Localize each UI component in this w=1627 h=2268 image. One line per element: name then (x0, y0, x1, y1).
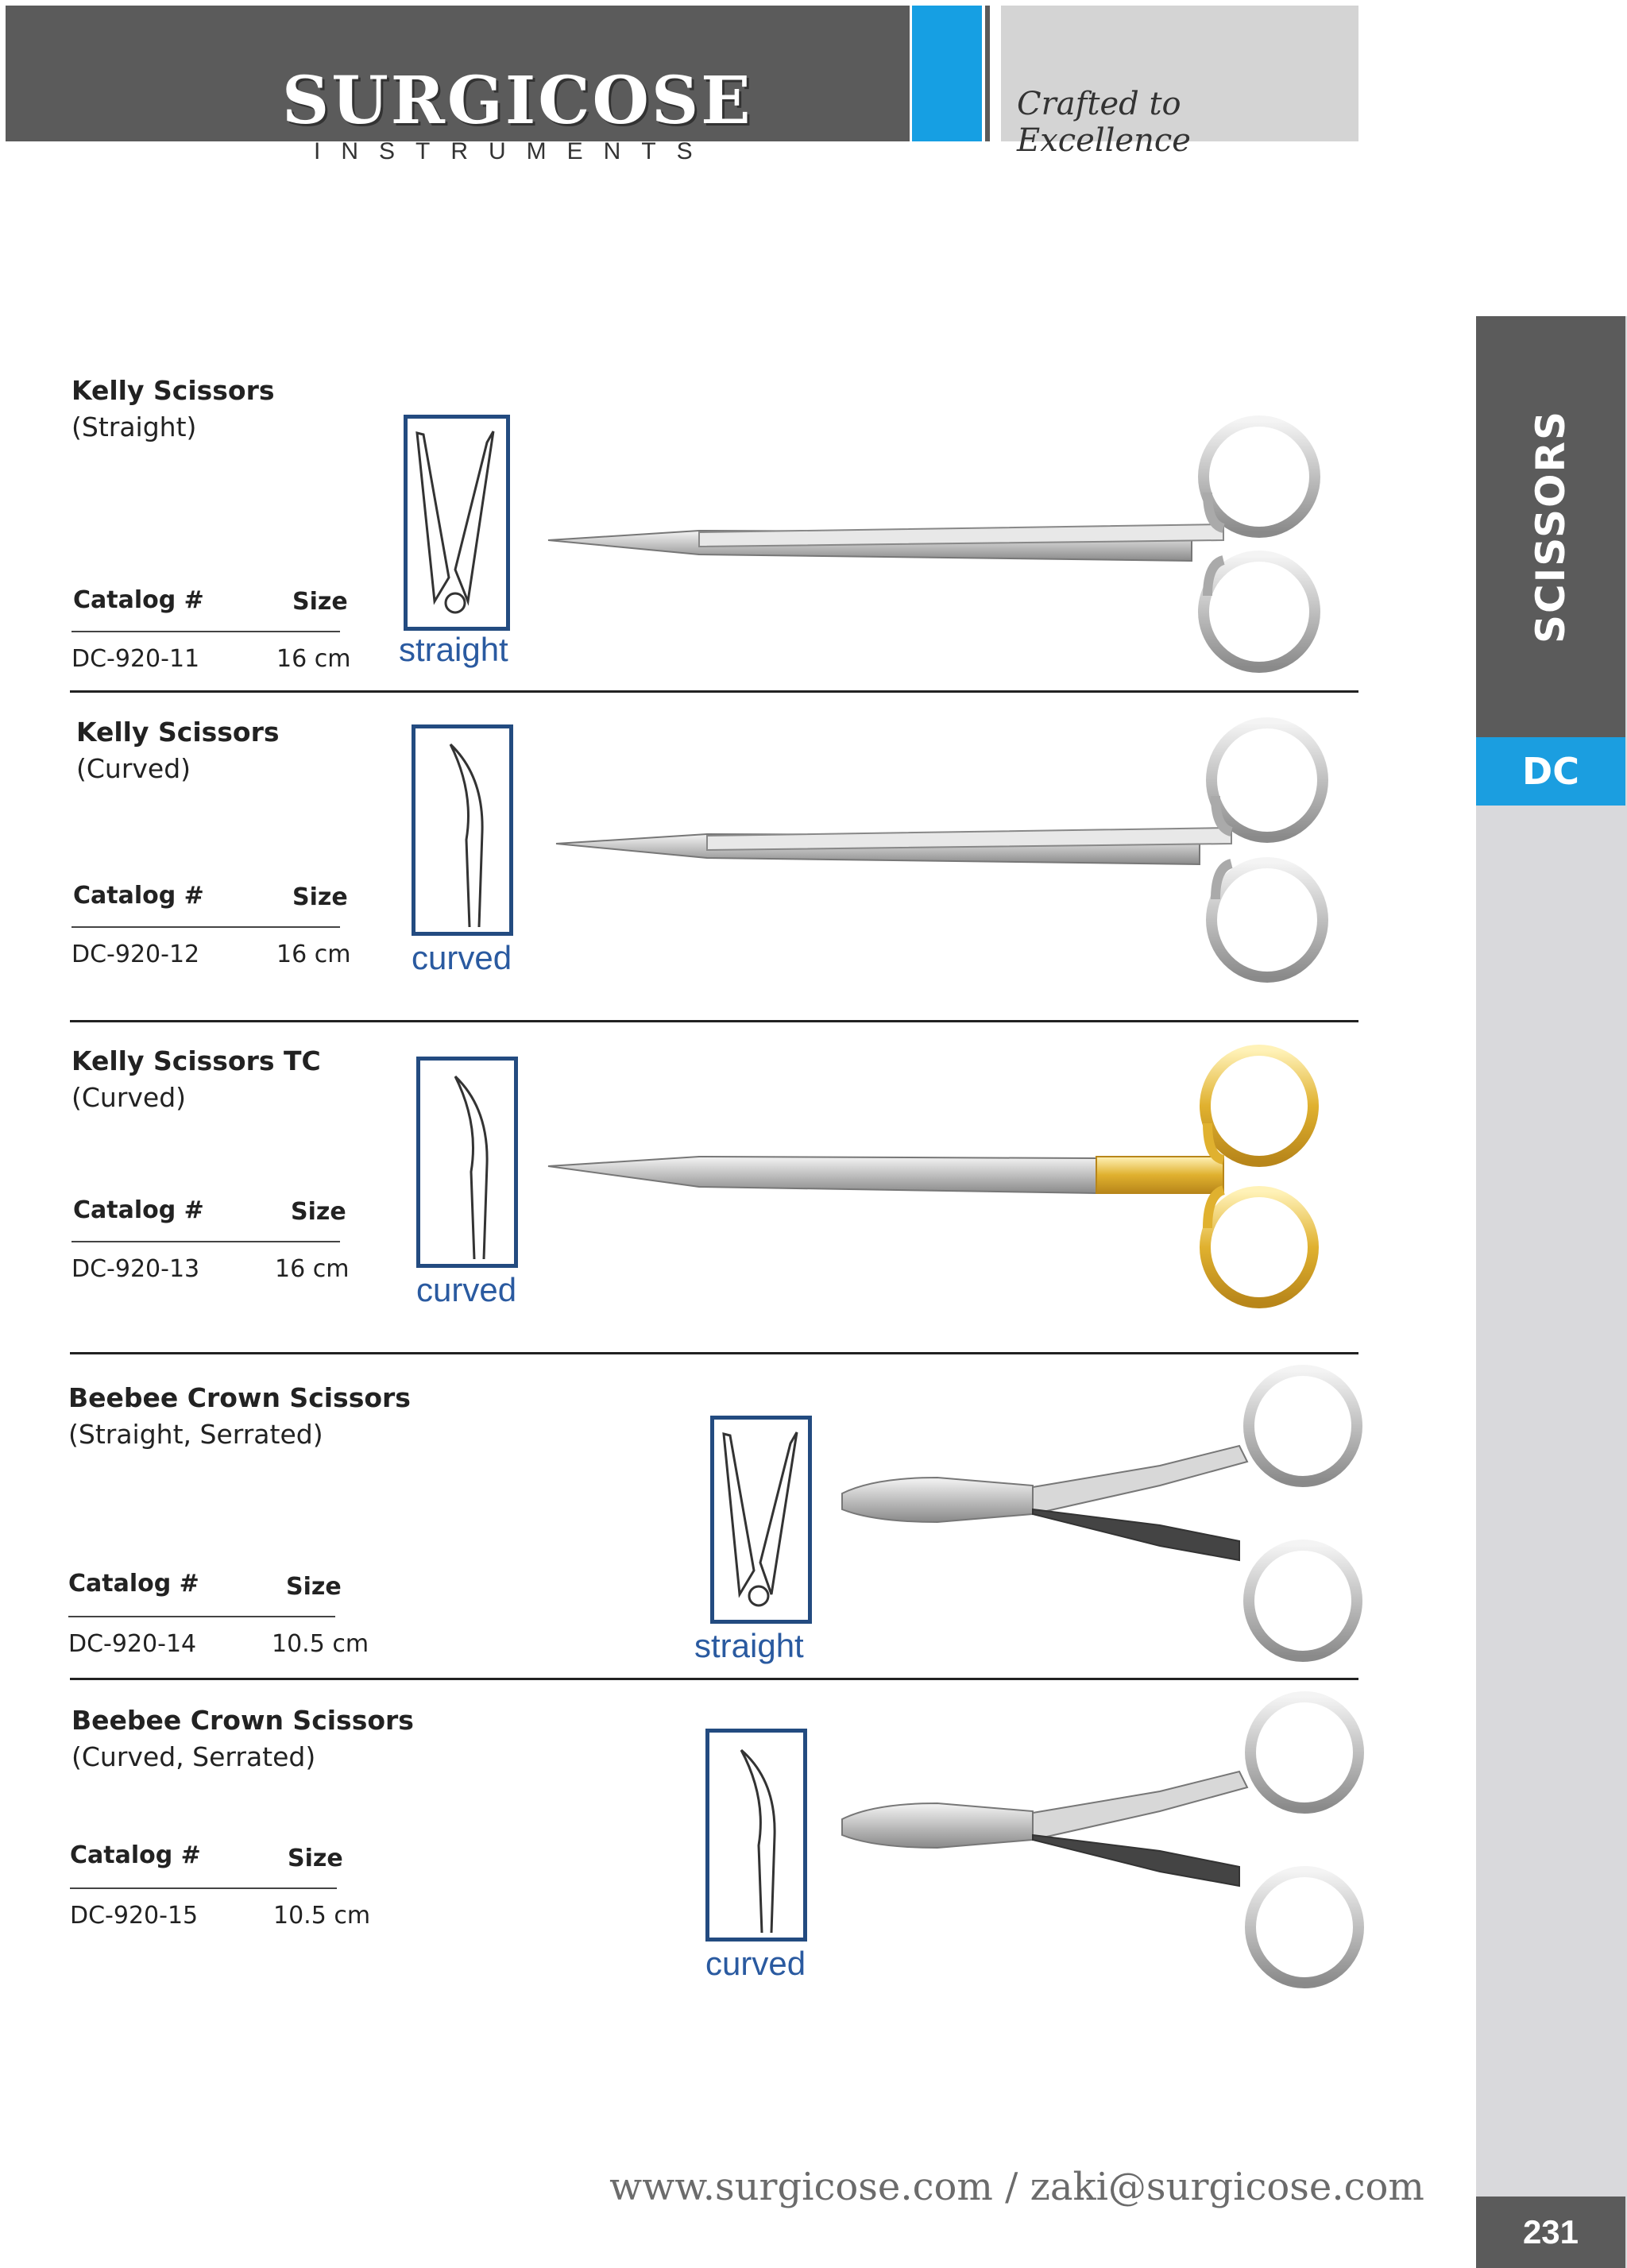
catalog-number: DC-920-12 (71, 941, 200, 968)
catalog-number: DC-920-11 (71, 645, 200, 673)
header-stripe (985, 6, 990, 141)
scissors-photo (540, 1041, 1366, 1311)
size-label: Size (288, 1845, 343, 1872)
product-variant: (Straight, Serrated) (68, 1419, 323, 1450)
curved-scissors-icon (412, 724, 513, 936)
catalog-label: Catalog # (73, 1196, 204, 1224)
section-title: SCISSORS (1528, 409, 1575, 644)
scissors-photo (826, 1683, 1366, 1984)
catalog-number: DC-920-13 (71, 1255, 200, 1283)
icon-label: curved (705, 1945, 806, 1982)
scissors-photo (548, 715, 1374, 985)
size-label: Size (286, 1573, 342, 1601)
scissors-photo (540, 413, 1366, 675)
table-divider (71, 926, 340, 928)
table-divider (70, 1887, 337, 1889)
brand-logo: SURGICOSE (282, 63, 753, 139)
curved-scissors-icon (416, 1057, 518, 1268)
catalog-number: DC-920-14 (68, 1630, 197, 1658)
product-separator (70, 1020, 1358, 1022)
straight-scissors-icon (710, 1416, 812, 1624)
curved-scissors-icon (705, 1729, 807, 1942)
product-variant: (Curved) (71, 1082, 187, 1113)
size-label: Size (292, 588, 348, 616)
table-divider (71, 1241, 340, 1242)
icon-label: curved (416, 1271, 517, 1308)
page-number: 231 (1476, 2197, 1625, 2268)
product-separator (70, 1352, 1358, 1354)
catalog-label: Catalog # (70, 1841, 201, 1869)
product-name: Beebee Crown Scissors (71, 1705, 414, 1736)
size-value: 10.5 cm (272, 1630, 369, 1658)
header-accent-block (912, 6, 982, 141)
product-name: Beebee Crown Scissors (68, 1382, 411, 1413)
section-code: DC (1476, 737, 1625, 806)
catalog-label: Catalog # (68, 1570, 199, 1598)
icon-label: curved (412, 939, 512, 976)
section-label (1476, 316, 1625, 737)
table-divider (68, 1616, 335, 1617)
size-value: 16 cm (275, 1255, 350, 1283)
brand-tagline: Crafted to Excellence (1017, 86, 1191, 159)
product-separator (70, 690, 1358, 693)
product-name: Kelly Scissors (71, 375, 275, 406)
straight-scissors-icon (404, 415, 510, 631)
footer-contact: www.surgicose.com / zaki@surgicose.com (609, 2165, 1424, 2209)
product-name: Kelly Scissors TC (71, 1045, 321, 1076)
catalog-label: Catalog # (73, 586, 204, 614)
product-variant: (Curved) (76, 753, 191, 784)
icon-label: straight (694, 1627, 804, 1664)
product-variant: (Straight) (71, 411, 197, 442)
table-divider (71, 631, 340, 632)
icon-label: straight (399, 631, 508, 668)
catalog-number: DC-920-15 (70, 1902, 199, 1930)
size-value: 10.5 cm (273, 1902, 371, 1930)
product-name: Kelly Scissors (76, 717, 280, 748)
size-value: 16 cm (276, 645, 351, 673)
size-label: Size (291, 1198, 346, 1226)
size-value: 16 cm (276, 941, 351, 968)
catalog-label: Catalog # (73, 882, 204, 910)
brand-subtitle: INSTRUMENTS (314, 138, 713, 164)
size-label: Size (292, 883, 348, 911)
scissors-photo (826, 1358, 1366, 1660)
product-variant: (Curved, Serrated) (71, 1741, 316, 1772)
product-separator (70, 1678, 1358, 1680)
